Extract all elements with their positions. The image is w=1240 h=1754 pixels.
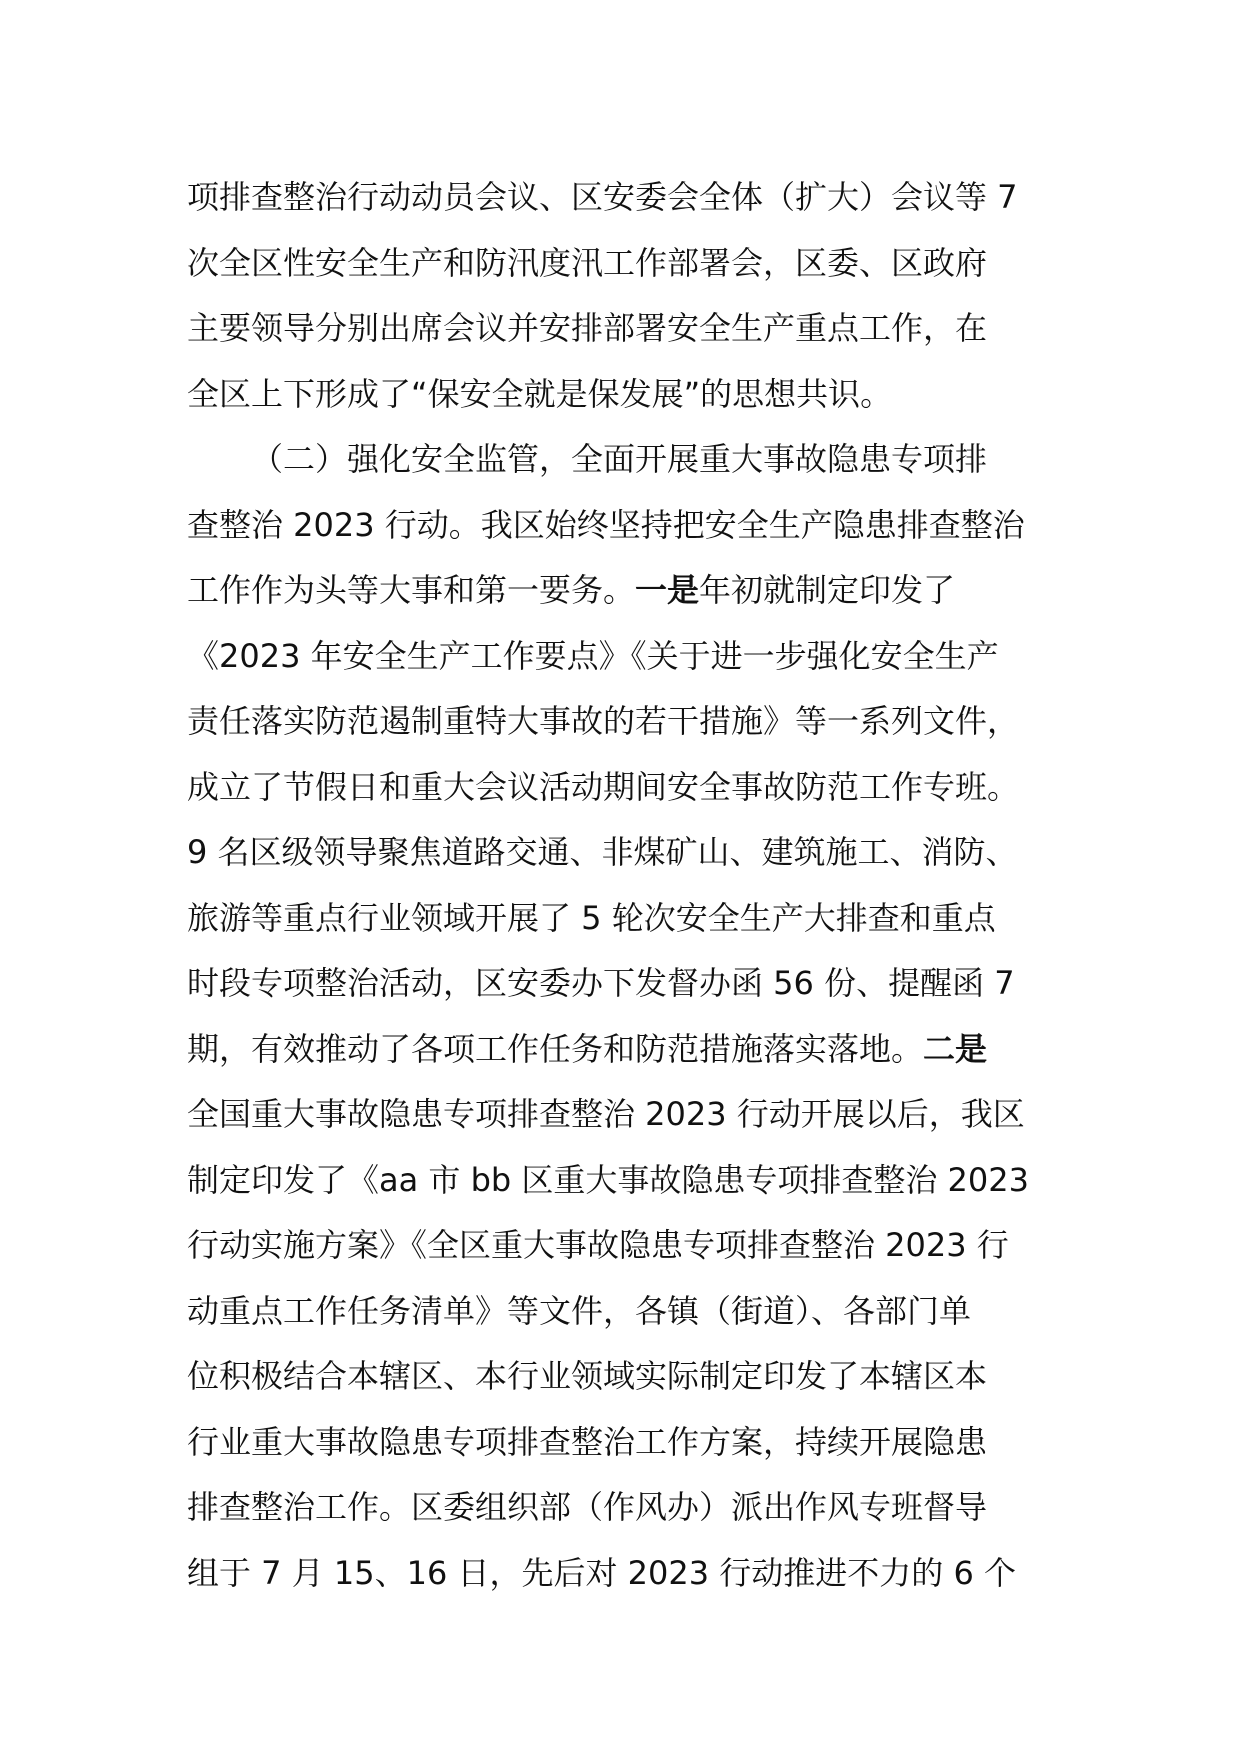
text-line: 时段专项整治活动，区安委办下发督办函 56 份、提醒函 7	[187, 964, 1015, 1002]
text-line: 项排查整治行动动员会议、区安委会全体（扩大）会议等 7	[187, 178, 1018, 216]
text-line: 成立了节假日和重大会议活动期间安全事故防范工作专班。	[187, 767, 1020, 806]
text-line: 动重点工作任务清单》等文件，各镇（街道）、各部门单	[187, 1291, 972, 1330]
section-heading-line: （二）强化安全监管，全面开展重大事故隐患专项排	[251, 440, 988, 478]
text-line: 旅游等重点行业领域开展了 5 轮次安全生产大排查和重点	[187, 898, 996, 937]
bold-marker: 一是	[635, 571, 700, 609]
text-line: 9 名区级领导聚焦道路交通、非煤矿山、建筑施工、消防、	[187, 833, 1018, 871]
text-line: 全国重大事故隐患专项排查整治 2023 行动开展以后，我区	[187, 1095, 1025, 1133]
text-line: 工作作为头等大事和第一要务。一是年初就制定印发了	[187, 571, 956, 609]
text-line: 《2023 年安全生产工作要点》《关于进一步强化安全生产	[187, 636, 999, 675]
bold-marker: 二是	[923, 1029, 988, 1068]
text-line: 全区上下形成了“保安全就是保发展”的思想共识。	[187, 374, 893, 413]
text-line: 期，有效推动了各项工作任务和防范措施落实落地。二是	[187, 1029, 988, 1068]
text-line: 主要领导分别出席会议并安排部署安全生产重点工作，在	[187, 309, 988, 347]
text-line: 行动实施方案》《全区重大事故隐患专项排查整治 2023 行	[187, 1226, 1009, 1264]
text-line: 责任落实防范遏制重特大事故的若干措施》等一系列文件，	[187, 702, 1020, 740]
text-line: 位积极结合本辖区、本行业领域实际制定印发了本辖区本	[187, 1357, 988, 1395]
text-line: 制定印发了《aa 市 bb 区重大事故隐患专项排查整治 2023	[187, 1160, 1029, 1199]
text-line: 排查整治工作。区委组织部（作风办）派出作风专班督导	[187, 1488, 988, 1526]
text-line: 次全区性安全生产和防汛度汛工作部署会，区委、区政府	[187, 243, 988, 282]
text-line: 行业重大事故隐患专项排查整治工作方案，持续开展隐患	[187, 1422, 988, 1461]
text-line: 组于 7 月 15、16 日，先后对 2023 行动推进不力的 6 个	[187, 1553, 1016, 1592]
text-line: 查整治 2023 行动。我区始终坚持把安全生产隐患排查整治	[187, 505, 1025, 544]
body-text	[187, 165, 1057, 1606]
